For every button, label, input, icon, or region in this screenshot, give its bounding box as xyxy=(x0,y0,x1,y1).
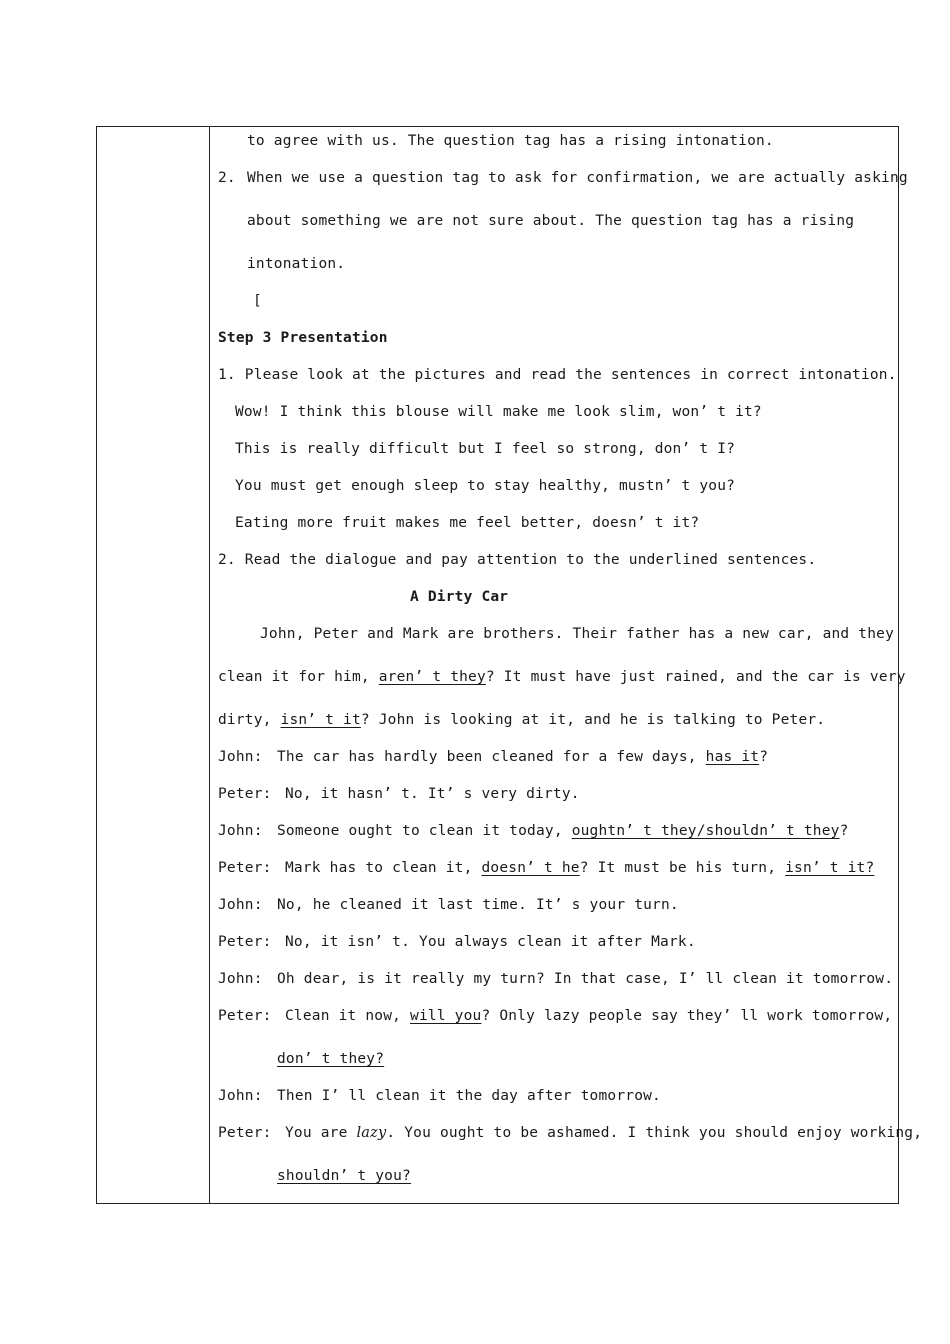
speaker-label: Peter: xyxy=(218,786,272,802)
bracket-mark: [ xyxy=(253,293,262,309)
question-tag: will you xyxy=(410,1008,482,1024)
text-run: ? It must have just rained, and the car is very xyxy=(485,669,906,685)
text-run: dirty, xyxy=(218,712,281,728)
text-run: The car has hardly been cleaned for a few days, xyxy=(277,749,706,765)
text-run: clean it for him, xyxy=(218,669,379,685)
item-text: about something we are not sure about. The question tag has a rising xyxy=(247,213,855,229)
story-text: John, Peter and Mark are brothers. Their father has a new car, and they xyxy=(260,626,895,642)
question-tag: isn’ t it xyxy=(280,712,361,728)
task-instruction: 1. Please look at the pictures and read the sentences in correct intonation. xyxy=(218,367,897,383)
example-sentence: Wow! I think this blouse will make me look slim, won’ t it? xyxy=(235,404,762,420)
example-sentence: You must get enough sleep to stay healthy, mustn’ t you? xyxy=(235,478,736,494)
question-tag: doesn’ t he xyxy=(481,860,580,876)
dialogue-line: No, it isn’ t. You always clean it after Mark. xyxy=(285,934,696,950)
speaker-label: Peter: xyxy=(218,1008,272,1024)
speaker-label: Peter: xyxy=(218,1125,272,1141)
question-tag: isn’ t it? xyxy=(785,860,875,876)
speaker-label: Peter: xyxy=(218,934,272,950)
dialogue-line: No, he cleaned it last time. It’ s your turn. xyxy=(277,897,679,913)
text-run: . You ought to be ashamed. I think you should enjoy working, xyxy=(386,1125,923,1141)
speaker-label: John: xyxy=(218,1088,263,1104)
text-run: ? xyxy=(839,823,849,839)
item-text: intonation. xyxy=(247,256,346,272)
speaker-label: John: xyxy=(218,823,263,839)
emphasis-word: lazy xyxy=(356,1125,387,1141)
text-run: ? xyxy=(759,749,769,765)
text-run: Someone ought to clean it today, xyxy=(277,823,572,839)
dialogue-line: No, it hasn’ t. It’ s very dirty. xyxy=(285,786,580,802)
question-tag: aren’ t they xyxy=(378,669,486,685)
task-instruction: 2. Read the dialogue and pay attention to the underlined sentences. xyxy=(218,552,817,568)
example-sentence: Eating more fruit makes me feel better, doesn’ t it? xyxy=(235,515,700,531)
text-run: ? It must be his turn, xyxy=(579,860,786,876)
column-divider xyxy=(209,126,210,1204)
step-heading: Step 3 Presentation xyxy=(218,330,388,346)
dialogue-line: Oh dear, is it really my turn? In that case, I’ ll clean it tomorrow. xyxy=(277,971,894,987)
dialogue-line xyxy=(285,1006,892,1026)
story-text xyxy=(218,667,906,687)
example-sentence: This is really difficult but I feel so strong, don’ t I? xyxy=(235,441,736,457)
table-frame xyxy=(96,126,899,1204)
item-number: 2. xyxy=(218,170,236,186)
intonation-line: to agree with us. The question tag has a rising intonation. xyxy=(247,133,774,149)
dialogue-line xyxy=(285,1123,922,1143)
dialogue-line xyxy=(277,747,768,767)
question-tag: shouldn’ t you? xyxy=(277,1168,411,1184)
speaker-label: John: xyxy=(218,749,263,765)
dialogue-line: Then I’ ll clean it the day after tomorrow. xyxy=(277,1088,661,1104)
speaker-label: John: xyxy=(218,971,263,987)
speaker-label: Peter: xyxy=(218,860,272,876)
item-text: When we use a question tag to ask for confirmation, we are actually asking xyxy=(247,170,908,186)
text-run: ? John is looking at it, and he is talking to Peter. xyxy=(360,712,826,728)
question-tag: oughtn’ t they/shouldn’ t they xyxy=(571,823,840,839)
text-run: Mark has to clean it, xyxy=(285,860,482,876)
dialogue-line xyxy=(285,858,874,878)
speaker-label: John: xyxy=(218,897,263,913)
dialogue-line xyxy=(277,821,849,841)
story-text xyxy=(218,710,825,730)
text-run: ? Only lazy people say they’ ll work tomorrow, xyxy=(481,1008,893,1024)
text-run: You are xyxy=(285,1125,357,1141)
question-tag: has it xyxy=(705,749,760,765)
question-tag: don’ t they? xyxy=(277,1051,385,1067)
story-title: A Dirty Car xyxy=(410,589,509,605)
text-run: Clean it now, xyxy=(285,1008,411,1024)
